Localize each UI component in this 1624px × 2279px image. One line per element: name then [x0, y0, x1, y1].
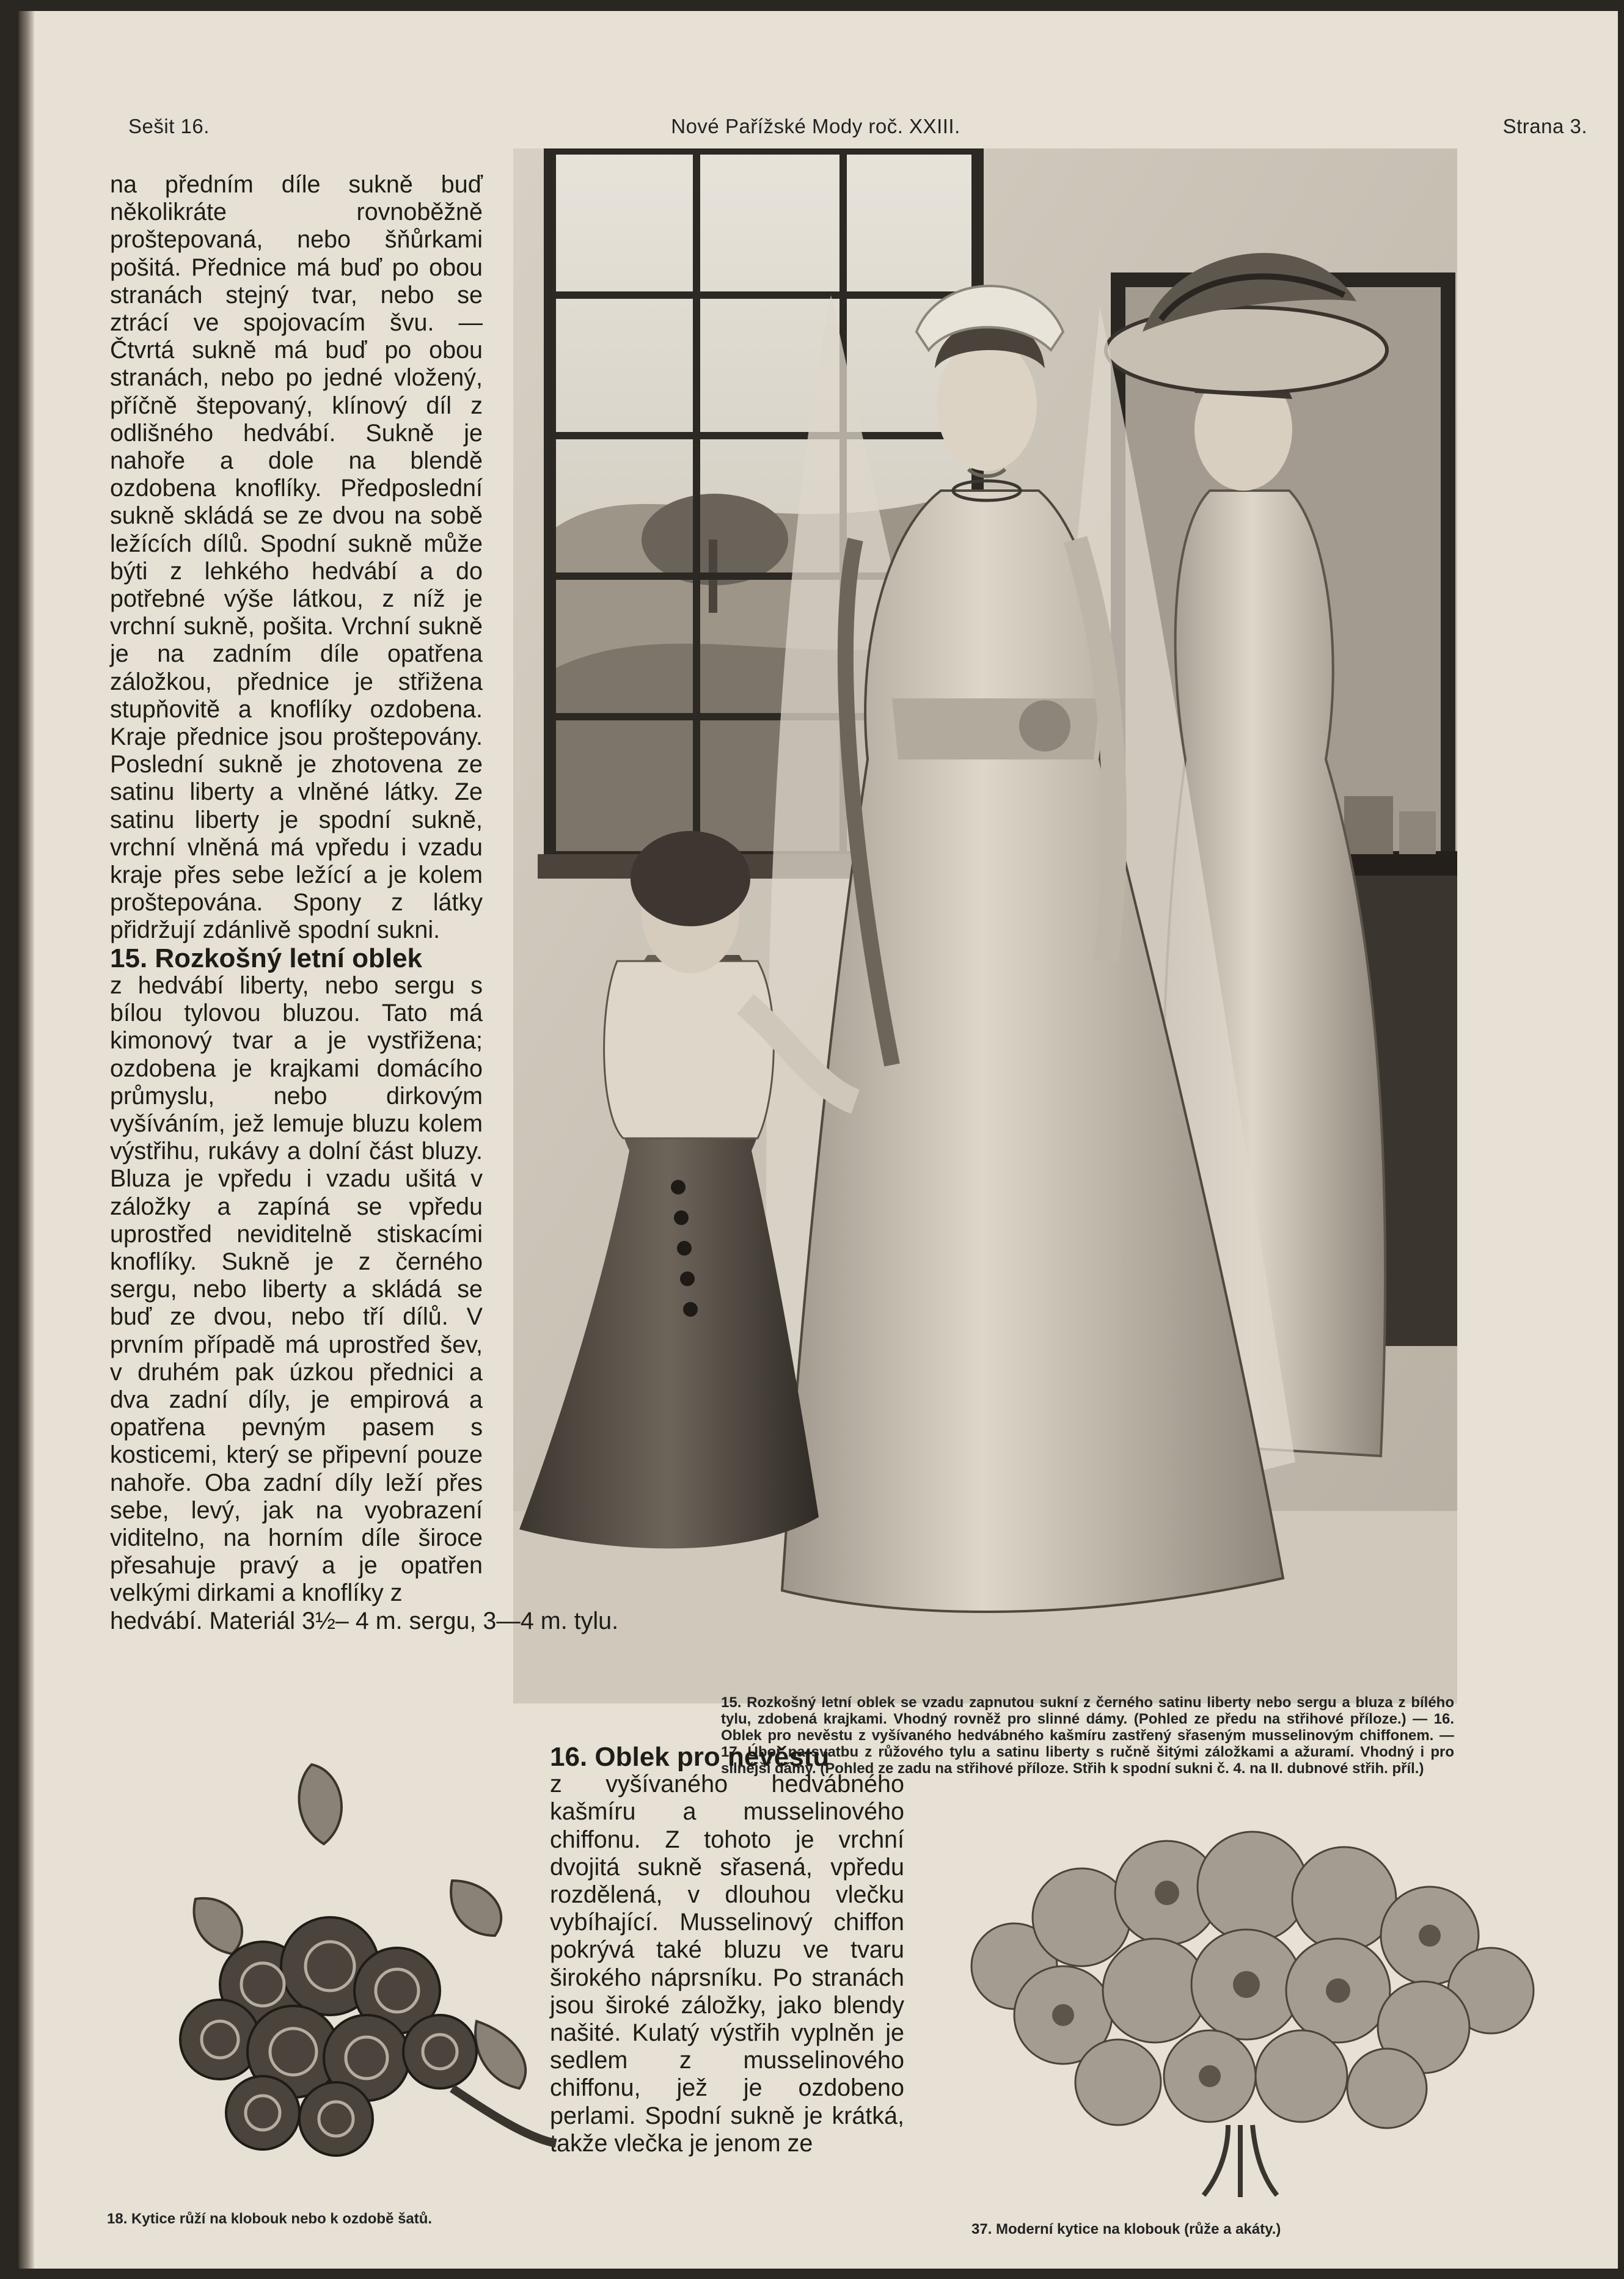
material-line: hedvábí. Materiál 3½– 4 m. sergu, 3—4 m. tylu. — [110, 1607, 619, 1634]
article-intro: na předním díle sukně buď několikráte rovnoběžně proštepovaná, nebo šňůrkami pošitá. Přednice má buď po obou stranách stejný tvar, nebo se ztrácí ve spojovacím švu. — Čtvrtá sukně má buď po obou stranách, nebo po jedné vložený, příčně štepovaný, klínový díl z odlišného hedvábí. Sukně je nahoře a dole na blendě ozdobena knoflíky. Předposlední sukně skládá se ze dvou na sobě ležících dílů. Spodní sukně může býti z lehkého hedvábí a do potřebné výše látkou, z níž je vrchní sukně, pošita. Vrchní sukně je na zadním díle opatřena záložkou, přednice je střižena stupňovitě a knoflíky ozdobena. Kraje přednice jsou proštepovány. Poslední sukně je zhotovena ze satinu liberty a vlněné látky. Ze satinu liberty je spodní sukně, vrchní vlněná má vpředu i vzadu kraje přes sebe ležící a je kolem proštepována. Spony z látky přidržují zdánlivě spodní sukni. — [110, 171, 483, 944]
illustration-caption: 15. Rozkošný letní oblek se vzadu zapnutou sukní z černého satinu liberty nebo sergu a bluza z bílého tylu, zdobená krajkami. Vhodný rovněž pro slinné dámy. (Pohled ze předu na střihové příloze.) — 16. Oblek pro nevěstu z vyšívaného hedvábného kašmíru zastřený sřaseným musselinovým chiffonem. — 17. Úbor na svatbu z růžového tylu a satinu liberty s ručně šitými záložkami a ažuramí. Vhodný i pro silnější dámy. (Pohled ze zadu na střihové příloze. Střih k spodní sukni č. 4. na II. dubnové střih. příl.) — [721, 1694, 1454, 1777]
magazine-title: Nové Pařížské Mody roč. XXIII. — [671, 115, 960, 137]
caption-fig-37: 37. Moderní kytice na klobouk (růže a akáty.) — [971, 2221, 1281, 2237]
page-number: Strana 3. — [1502, 115, 1587, 137]
page-spine — [18, 11, 34, 2269]
caption-fig-18: 18. Kytice růží na klobouk nebo k ozdobě šatů. — [107, 2211, 433, 2227]
rose-bouquet-illustration — [110, 1746, 562, 2186]
text-column-left — [110, 171, 619, 1635]
article-fig-16: z vyšívaného hedvábného kašmíru a musselinového chiffonu. Z tohoto je vrchní dvojitá sukně sřasená, vpředu rozdělená, v dlouhou vlečku vybíhající. Musselinový chiffon pokrývá také bluzu ve tvaru širokého náprsníku. Po stranách jsou široké záložky, jako blendy našité. Kulatý výstřih vyplněn je sedlem z musselinového chiffonu, jež je ozdobeno perlami. Spodní sukně je krátká, takže vlečka je jenom ze — [550, 1771, 904, 2157]
article-fig-15: z hedvábí liberty, nebo sergu s bílou tylovou bluzou. Tato má kimonový tvar a je vystřižena; ozdobena je krajkami domácího průmyslu, nebo dirkovým vyšíváním, jež lemuje bluzu kolem výstřihu, rukávy a dolní část bluzy. Bluza je vpředu i vzadu ušitá v záložky a zapíná se vpředu uprostřed neviditelně stiskacími knoflíky. Sukně je z černého sergu, nebo liberty a skládá se buď ze dvou, nebo tří dílů. V prvním případě má uprostřed šev, v druhém pak úzkou přednici a dva zadní díly, je empirová a opatřena pevným pasem s kosticemi, který se připevní pouze nahoře. Oba zadní díly leží přes sebe, levý, jak na vyobrazení viditelno, na horním díle široce přesahuje pravý a je opatřen velkými dirkami a knoflíky z — [110, 971, 483, 1607]
issue-number: Sešit 16. — [128, 115, 210, 137]
bridal-fashion-illustration — [513, 148, 1457, 1703]
heading-fig-16: 16. Oblek pro nevěstu — [550, 1742, 830, 1772]
text-column-middle — [550, 1743, 904, 2157]
hat-bouquet-illustration — [923, 1795, 1570, 2198]
magazine-page — [18, 11, 1618, 2269]
heading-fig-15: 15. Rozkošný letní oblek — [110, 943, 423, 973]
